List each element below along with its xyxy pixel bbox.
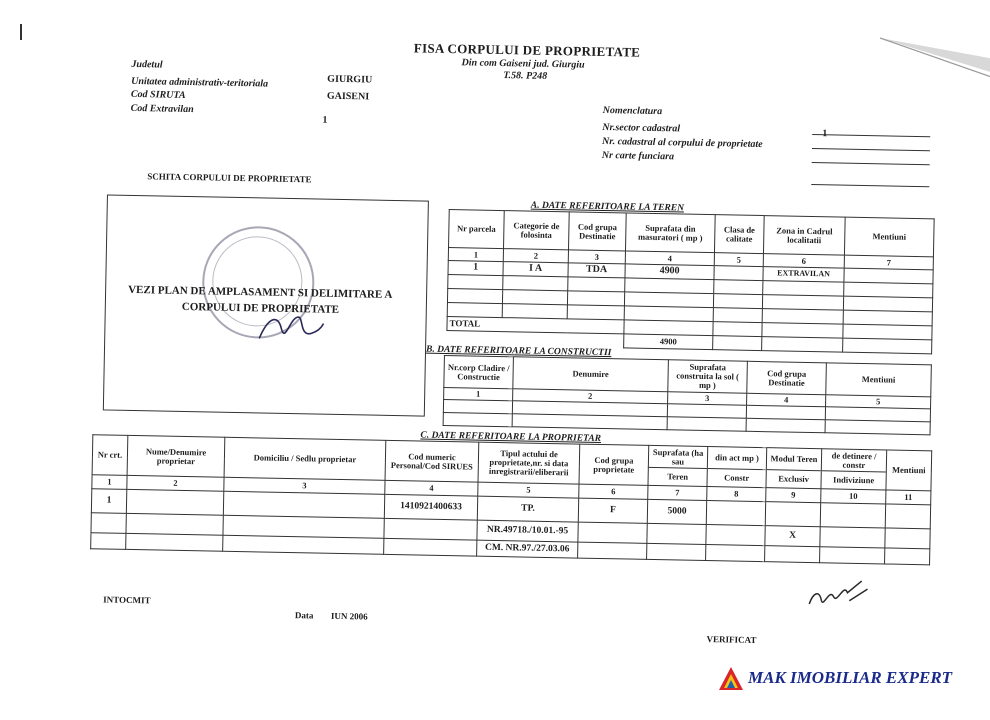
cell-exclusiv: [765, 502, 820, 527]
col-header-constr: Constr: [707, 469, 766, 488]
cell-cnp: 1410921400633: [384, 494, 477, 520]
field-label-sector: Nr.sector cadastral: [602, 121, 681, 135]
col-header-clasa: Clasa de calitate: [714, 215, 764, 254]
field-line-nr-cadastral: [812, 148, 930, 151]
data-value: IUN 2006: [330, 610, 368, 622]
col-number: 9: [766, 488, 821, 503]
col-number: 10: [821, 489, 886, 504]
cell-cod-grupa: TDA: [568, 263, 625, 278]
col-number: 1: [92, 475, 127, 490]
field-value-cod-extravilan: 1: [322, 114, 328, 126]
col-number: 11: [886, 490, 931, 505]
col-number: 6: [763, 254, 844, 269]
sketch-box: [103, 194, 429, 416]
col-header-teren: Teren: [648, 467, 707, 486]
cell-indiviziune: [820, 503, 885, 528]
col-header-grupa: Cod grupa proprietate: [579, 444, 649, 485]
form-sheet: [12, 19, 984, 687]
field-line-sector: [812, 134, 930, 137]
field-value-cod-siruta: GAISENI: [326, 90, 370, 103]
cell-grupa: F: [578, 498, 647, 523]
cell-din-act: [706, 501, 765, 526]
cell-zona: EXTRAVILAN: [763, 267, 844, 283]
cell-domiciliu: [223, 491, 384, 518]
col-header-suprafata-constr: Suprafata construita la sol ( mp ): [668, 360, 748, 394]
col-header-nr-corp: Nr.corp Cladire / Constructie: [444, 355, 514, 388]
field-line-extra: [811, 184, 929, 187]
col-header-cnp: Cod numeric Personal/Cod SIRUES: [385, 440, 479, 482]
col-header-domiciliu: Domiciliu / Sedlu proprietar: [224, 437, 386, 480]
col-header-mentiuni-c: Mentiuni: [886, 450, 932, 491]
field-label-cod-extravilan: Cod Extravilan: [130, 102, 194, 116]
col-header-categorie: Categorie de folosinta: [504, 211, 570, 250]
field-label-carte-funciara: Nr carte funciara: [601, 149, 675, 163]
sketch-heading: SCHITA CORPULUI DE PROPRIETATE: [147, 171, 312, 185]
field-line-carte-funciara: [812, 162, 930, 165]
cell-nume: [126, 489, 223, 515]
document-subtitle: Din com Gaiseni jud. Giurgiu: [461, 57, 585, 71]
field-label-unitatea: Unitatea administrativ-teritoriala: [131, 75, 269, 90]
cell-exclusiv-mark: X: [765, 526, 820, 547]
col-header-nume: Nume/Denumire proprietar: [127, 435, 225, 477]
field-label-nr-cadastral: Nr. cadastral al corpului de proprietate: [601, 135, 763, 151]
col-number: 6: [579, 484, 648, 499]
col-number: 4: [385, 480, 478, 496]
data-label: Data: [294, 610, 314, 621]
document-reference: T.58. P248: [503, 70, 548, 82]
cell-mentiuni-c: [885, 504, 930, 529]
col-number: 1: [448, 248, 503, 262]
col-number: 2: [513, 389, 668, 404]
owner-data-table: [90, 434, 932, 565]
col-number: 2: [503, 249, 568, 263]
col-number: 4: [625, 251, 714, 266]
section-b-title: B. DATE REFERITOARE LA CONSTRUCTII: [425, 344, 612, 359]
cell-suprafata: 4900: [625, 264, 714, 280]
field-value-unitatea: GIURGIU: [327, 73, 373, 86]
col-number: 3: [668, 392, 747, 406]
cell-nr-parcela: 1: [448, 261, 503, 276]
col-number: 1: [444, 387, 513, 400]
cell-clasa: [714, 266, 763, 281]
cell-suprafata-c: 5000: [647, 499, 706, 524]
col-header-zona: Zona in Cadrul localitatii: [763, 216, 845, 256]
sketch-text-line1: VEZI PLAN DE AMPLASAMENT SI DELIMITARE A: [128, 283, 393, 301]
col-header-detinere: de detinere / constr: [821, 449, 886, 472]
col-number: 5: [714, 253, 763, 267]
col-number: 7: [844, 255, 933, 270]
col-header-suprafata-c: Suprafata (ha sau: [648, 445, 707, 468]
col-number: 2: [127, 475, 224, 491]
col-number: 8: [707, 487, 766, 502]
col-header-din-act: din act mp ): [707, 447, 766, 470]
nomenclatura-heading: Nomenclatura: [602, 104, 663, 118]
col-header-suprafata: Suprafata din masuratori ( mp ): [625, 213, 715, 253]
total-value: 4900: [624, 334, 713, 350]
section-a-title: A. DATE REFERITOARE LA TEREN: [530, 200, 685, 214]
land-data-table: [446, 209, 935, 354]
col-header-mentiuni: Mentiuni: [844, 217, 934, 257]
construction-data-table: [443, 355, 932, 435]
section-c-title: C. DATE REFERITOARE LA PROPRIETAR: [420, 430, 602, 444]
field-label-judetul: Judetul: [131, 58, 163, 71]
cell-act-extra: CM. NR.97./27.03.06: [477, 540, 578, 558]
scan-edge-mark: [20, 24, 22, 40]
field-label-cod-siruta: Cod SIRUTA: [130, 88, 186, 101]
field-value-sector: 1: [822, 128, 828, 140]
col-number: 5: [826, 395, 931, 409]
col-number: 4: [747, 393, 826, 407]
cell-nr-crt: 1: [91, 489, 126, 514]
col-header-nr-parcela: Nr parcela: [449, 210, 505, 249]
cell-act-line2: NR.49718./10.01.-95: [477, 520, 578, 542]
sketch-text-line2: CORPULUI DE PROPRIETATE: [181, 300, 340, 316]
col-number: 5: [478, 482, 579, 498]
intocmit-label: INTOCMIT: [103, 594, 151, 606]
col-header-modul: Modul Teren: [766, 448, 821, 471]
col-number: 3: [568, 250, 625, 264]
col-header-cod-grupa: Cod grupa Destinatie: [568, 212, 626, 251]
document-title: FISA CORPULUI DE PROPRIETATE: [413, 40, 641, 60]
col-header-cod-grupa-dest: Cod grupa Destinatie: [747, 361, 827, 395]
col-header-mentiuni-b: Mentiuni: [826, 363, 932, 397]
brand-name: MAK IMOBILIAR EXPERT: [748, 668, 953, 687]
brand-logo-icon: [718, 666, 744, 692]
col-number: 7: [648, 485, 707, 500]
verificat-label: VERIFICAT: [706, 634, 757, 646]
col-number: 3: [224, 477, 385, 494]
cell-categorie: I A: [503, 262, 568, 277]
cell-act-line1: TP.: [477, 496, 578, 522]
col-header-act: Tipul actului de proprietate,nr. si data inregistrarii/eliberarii: [478, 442, 580, 484]
col-header-indiviziune: Indiviziune: [821, 471, 886, 490]
col-header-exclusiv: Exclusiv: [766, 470, 821, 489]
col-header-nr-crt: Nr crt.: [92, 435, 128, 476]
col-header-denumire: Denumire: [513, 357, 669, 392]
verifier-signature: [803, 574, 874, 615]
total-label: TOTAL: [447, 317, 624, 334]
